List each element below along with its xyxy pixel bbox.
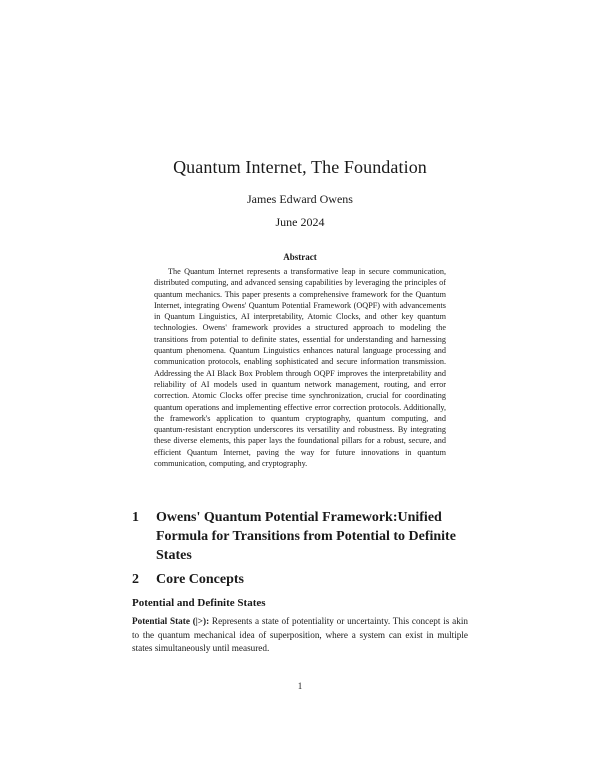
page-number: 1 [297,681,303,691]
section-2-heading [132,570,472,589]
potential-state-paragraph [132,615,468,656]
paper-title: Quantum Internet, The Foundation [173,157,427,177]
author-name: James Edward Owens [247,192,353,206]
section-1-number: 1 [132,510,139,525]
section-2-title: Core Concepts [156,572,245,587]
potential-state-text: Represents a state of potentiality or uncertainty. This concept is akin to the quantum mechanical idea of superposition, where a system can exist in multiple states simultaneously until measured. [132,616,468,653]
potential-state-term: Potential State (|>): [132,616,210,626]
subsection-heading: Potential and Definite States [132,597,266,609]
abstract-body: The Quantum Internet represents a transformative leap in secure communication, distributed computing, and advanced sensing capabilities by leveraging the principles of quantum mechanics. This paper presents a comprehensive framework for the Quantum Internet, integrating Owens' Quantum Potential Framework (OQPF) with advancements in Quantum Linguistics, AI interpretability, Atomic Clocks, and other key quantum technologies. Owens' framework provides a structured approach to modeling the transitions from potential to definite states, essential for understanding and harnessing quantum phenomena. Quantum Linguistics enhances natural language processing and communication protocols, enabling sophisticated and secure information transmission. Addressing the AI Black Box Problem through OQPF improves the interpretability and reliability of AI models used in quantum network management, routing, and error correction. Atomic Clocks offer precise time synchronization, crucial for coordinating quantum operations and implementing effective error correction protocols. Additionally, the framework's application to quantum cryptography, quantum computing, and quantum-resistant encryption underscores its versatility and robustness. By integrating these diverse elements, this paper lays the foundational pillars for a robust, secure, and efficient Quantum Internet, paving the way for future innovations in quantum communication, computing, and cryptography. [154,267,446,469]
publication-date: June 2024 [275,215,325,229]
abstract-heading: Abstract [283,252,317,262]
section-1-title: Owens' Quantum Potential Framework:Unified Formula for Transitions from Potential to Definite States [156,510,456,563]
section-1-heading [132,508,472,565]
section-2-number: 2 [132,572,139,587]
